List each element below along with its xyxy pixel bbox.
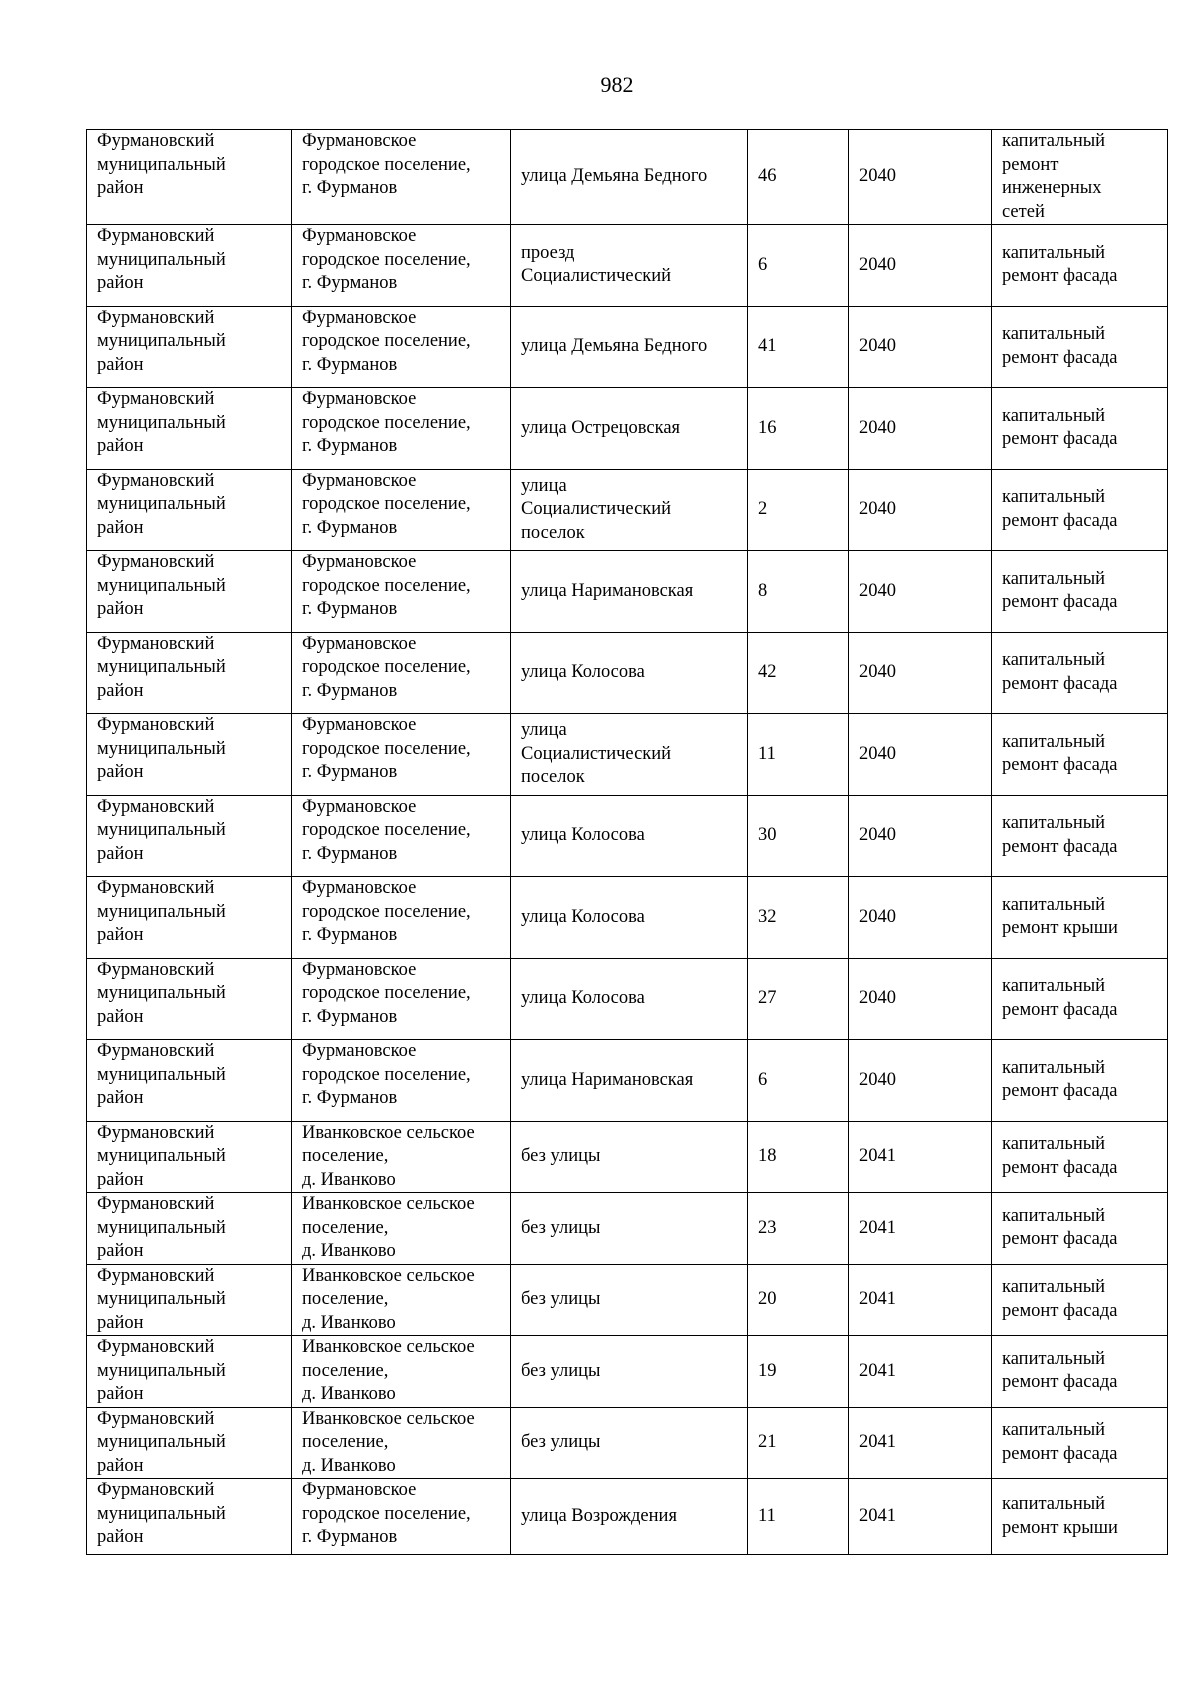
year-cell: 2040 bbox=[849, 388, 992, 470]
year-cell: 2040 bbox=[849, 877, 992, 959]
district-cell: Фурмановский муниципальный район bbox=[87, 1479, 292, 1555]
work-type-cell: капитальный ремонт фасада bbox=[992, 632, 1168, 714]
settlement-cell: Иванковское сельское поселение, д. Иванково bbox=[292, 1264, 511, 1336]
table-row bbox=[87, 1264, 1168, 1336]
street-cell: улица Возрождения bbox=[511, 1479, 748, 1555]
work-type-cell: капитальный ремонт фасада bbox=[992, 714, 1168, 796]
district-cell: Фурмановский муниципальный район bbox=[87, 1193, 292, 1265]
house-number-cell: 32 bbox=[748, 877, 849, 959]
street-cell: без улицы bbox=[511, 1193, 748, 1265]
table-row bbox=[87, 958, 1168, 1040]
house-number-cell: 23 bbox=[748, 1193, 849, 1265]
work-type-cell: капитальный ремонт фасада bbox=[992, 1264, 1168, 1336]
year-cell: 2041 bbox=[849, 1407, 992, 1479]
work-type-cell: капитальный ремонт крыши bbox=[992, 1479, 1168, 1555]
street-cell: улица Колосова bbox=[511, 958, 748, 1040]
street-cell: без улицы bbox=[511, 1121, 748, 1193]
district-cell: Фурмановский муниципальный район bbox=[87, 551, 292, 633]
settlement-cell: Фурмановское городское поселение, г. Фурманов bbox=[292, 469, 511, 551]
table-row bbox=[87, 1040, 1168, 1122]
house-number-cell: 8 bbox=[748, 551, 849, 633]
year-cell: 2040 bbox=[849, 551, 992, 633]
year-cell: 2040 bbox=[849, 306, 992, 388]
house-number-cell: 11 bbox=[748, 1479, 849, 1555]
district-cell: Фурмановский муниципальный район bbox=[87, 225, 292, 307]
year-cell: 2040 bbox=[849, 130, 992, 225]
work-type-cell: капитальный ремонт фасада bbox=[992, 469, 1168, 551]
settlement-cell: Фурмановское городское поселение, г. Фурманов bbox=[292, 714, 511, 796]
house-number-cell: 11 bbox=[748, 714, 849, 796]
district-cell: Фурмановский муниципальный район bbox=[87, 958, 292, 1040]
street-cell: улица Наримановская bbox=[511, 551, 748, 633]
table-row bbox=[87, 714, 1168, 796]
district-cell: Фурмановский муниципальный район bbox=[87, 1336, 292, 1408]
district-cell: Фурмановский муниципальный район bbox=[87, 388, 292, 470]
work-type-cell: капитальный ремонт крыши bbox=[992, 877, 1168, 959]
work-type-cell: капитальный ремонт фасада bbox=[992, 1121, 1168, 1193]
table-row bbox=[87, 306, 1168, 388]
house-number-cell: 27 bbox=[748, 958, 849, 1040]
work-type-cell: капитальный ремонт фасада bbox=[992, 1040, 1168, 1122]
work-type-cell: капитальный ремонт фасада bbox=[992, 388, 1168, 470]
street-cell: улица Социалистический поселок bbox=[511, 714, 748, 796]
street-cell: улица Колосова bbox=[511, 632, 748, 714]
settlement-cell: Иванковское сельское поселение, д. Иванково bbox=[292, 1193, 511, 1265]
district-cell: Фурмановский муниципальный район bbox=[87, 795, 292, 877]
table-row bbox=[87, 1336, 1168, 1408]
house-number-cell: 6 bbox=[748, 225, 849, 307]
table-row bbox=[87, 1121, 1168, 1193]
settlement-cell: Фурмановское городское поселение, г. Фурманов bbox=[292, 1479, 511, 1555]
year-cell: 2041 bbox=[849, 1121, 992, 1193]
year-cell: 2040 bbox=[849, 714, 992, 796]
settlement-cell: Иванковское сельское поселение, д. Иванково bbox=[292, 1407, 511, 1479]
street-cell: улица Колосова bbox=[511, 795, 748, 877]
table-row bbox=[87, 877, 1168, 959]
work-type-cell: капитальный ремонт инженерных сетей bbox=[992, 130, 1168, 225]
street-cell: улица Острецовская bbox=[511, 388, 748, 470]
year-cell: 2040 bbox=[849, 632, 992, 714]
table-row bbox=[87, 1193, 1168, 1265]
year-cell: 2040 bbox=[849, 469, 992, 551]
settlement-cell: Фурмановское городское поселение, г. Фурманов bbox=[292, 388, 511, 470]
street-cell: улица Демьяна Бедного bbox=[511, 306, 748, 388]
district-cell: Фурмановский муниципальный район bbox=[87, 130, 292, 225]
year-cell: 2041 bbox=[849, 1479, 992, 1555]
house-number-cell: 20 bbox=[748, 1264, 849, 1336]
settlement-cell: Фурмановское городское поселение, г. Фурманов bbox=[292, 551, 511, 633]
table-row bbox=[87, 225, 1168, 307]
street-cell: без улицы bbox=[511, 1264, 748, 1336]
table-row bbox=[87, 388, 1168, 470]
street-cell: улица Демьяна Бедного bbox=[511, 130, 748, 225]
district-cell: Фурмановский муниципальный район bbox=[87, 1264, 292, 1336]
year-cell: 2041 bbox=[849, 1193, 992, 1265]
year-cell: 2040 bbox=[849, 958, 992, 1040]
district-cell: Фурмановский муниципальный район bbox=[87, 1407, 292, 1479]
house-number-cell: 18 bbox=[748, 1121, 849, 1193]
table-row bbox=[87, 632, 1168, 714]
house-number-cell: 6 bbox=[748, 1040, 849, 1122]
house-number-cell: 21 bbox=[748, 1407, 849, 1479]
work-type-cell: капитальный ремонт фасада bbox=[992, 225, 1168, 307]
district-cell: Фурмановский муниципальный район bbox=[87, 714, 292, 796]
house-number-cell: 46 bbox=[748, 130, 849, 225]
repair-schedule-table bbox=[86, 129, 1168, 1555]
settlement-cell: Иванковское сельское поселение, д. Иванково bbox=[292, 1336, 511, 1408]
year-cell: 2041 bbox=[849, 1336, 992, 1408]
year-cell: 2040 bbox=[849, 795, 992, 877]
settlement-cell: Фурмановское городское поселение, г. Фурманов bbox=[292, 225, 511, 307]
street-cell: улица Наримановская bbox=[511, 1040, 748, 1122]
year-cell: 2040 bbox=[849, 225, 992, 307]
page-number: 982 bbox=[600, 72, 634, 97]
district-cell: Фурмановский муниципальный район bbox=[87, 877, 292, 959]
settlement-cell: Фурмановское городское поселение, г. Фурманов bbox=[292, 877, 511, 959]
table-row bbox=[87, 1479, 1168, 1555]
street-cell: улица Социалистический поселок bbox=[511, 469, 748, 551]
district-cell: Фурмановский муниципальный район bbox=[87, 1121, 292, 1193]
work-type-cell: капитальный ремонт фасада bbox=[992, 1407, 1168, 1479]
settlement-cell: Фурмановское городское поселение, г. Фурманов bbox=[292, 130, 511, 225]
settlement-cell: Фурмановское городское поселение, г. Фурманов bbox=[292, 795, 511, 877]
work-type-cell: капитальный ремонт фасада bbox=[992, 958, 1168, 1040]
district-cell: Фурмановский муниципальный район bbox=[87, 306, 292, 388]
district-cell: Фурмановский муниципальный район bbox=[87, 1040, 292, 1122]
table-row bbox=[87, 469, 1168, 551]
settlement-cell: Фурмановское городское поселение, г. Фурманов bbox=[292, 1040, 511, 1122]
work-type-cell: капитальный ремонт фасада bbox=[992, 1336, 1168, 1408]
work-type-cell: капитальный ремонт фасада bbox=[992, 795, 1168, 877]
street-cell: улица Колосова bbox=[511, 877, 748, 959]
house-number-cell: 30 bbox=[748, 795, 849, 877]
settlement-cell: Фурмановское городское поселение, г. Фурманов bbox=[292, 306, 511, 388]
work-type-cell: капитальный ремонт фасада bbox=[992, 1193, 1168, 1265]
table-row bbox=[87, 1407, 1168, 1479]
district-cell: Фурмановский муниципальный район bbox=[87, 469, 292, 551]
year-cell: 2040 bbox=[849, 1040, 992, 1122]
settlement-cell: Иванковское сельское поселение, д. Иванково bbox=[292, 1121, 511, 1193]
street-cell: проезд Социалистический bbox=[511, 225, 748, 307]
district-cell: Фурмановский муниципальный район bbox=[87, 632, 292, 714]
work-type-cell: капитальный ремонт фасада bbox=[992, 306, 1168, 388]
street-cell: без улицы bbox=[511, 1407, 748, 1479]
house-number-cell: 42 bbox=[748, 632, 849, 714]
table-row bbox=[87, 551, 1168, 633]
table-row bbox=[87, 795, 1168, 877]
house-number-cell: 16 bbox=[748, 388, 849, 470]
table-row bbox=[87, 130, 1168, 225]
house-number-cell: 2 bbox=[748, 469, 849, 551]
settlement-cell: Фурмановское городское поселение, г. Фурманов bbox=[292, 958, 511, 1040]
street-cell: без улицы bbox=[511, 1336, 748, 1408]
settlement-cell: Фурмановское городское поселение, г. Фурманов bbox=[292, 632, 511, 714]
work-type-cell: капитальный ремонт фасада bbox=[992, 551, 1168, 633]
house-number-cell: 41 bbox=[748, 306, 849, 388]
year-cell: 2041 bbox=[849, 1264, 992, 1336]
house-number-cell: 19 bbox=[748, 1336, 849, 1408]
